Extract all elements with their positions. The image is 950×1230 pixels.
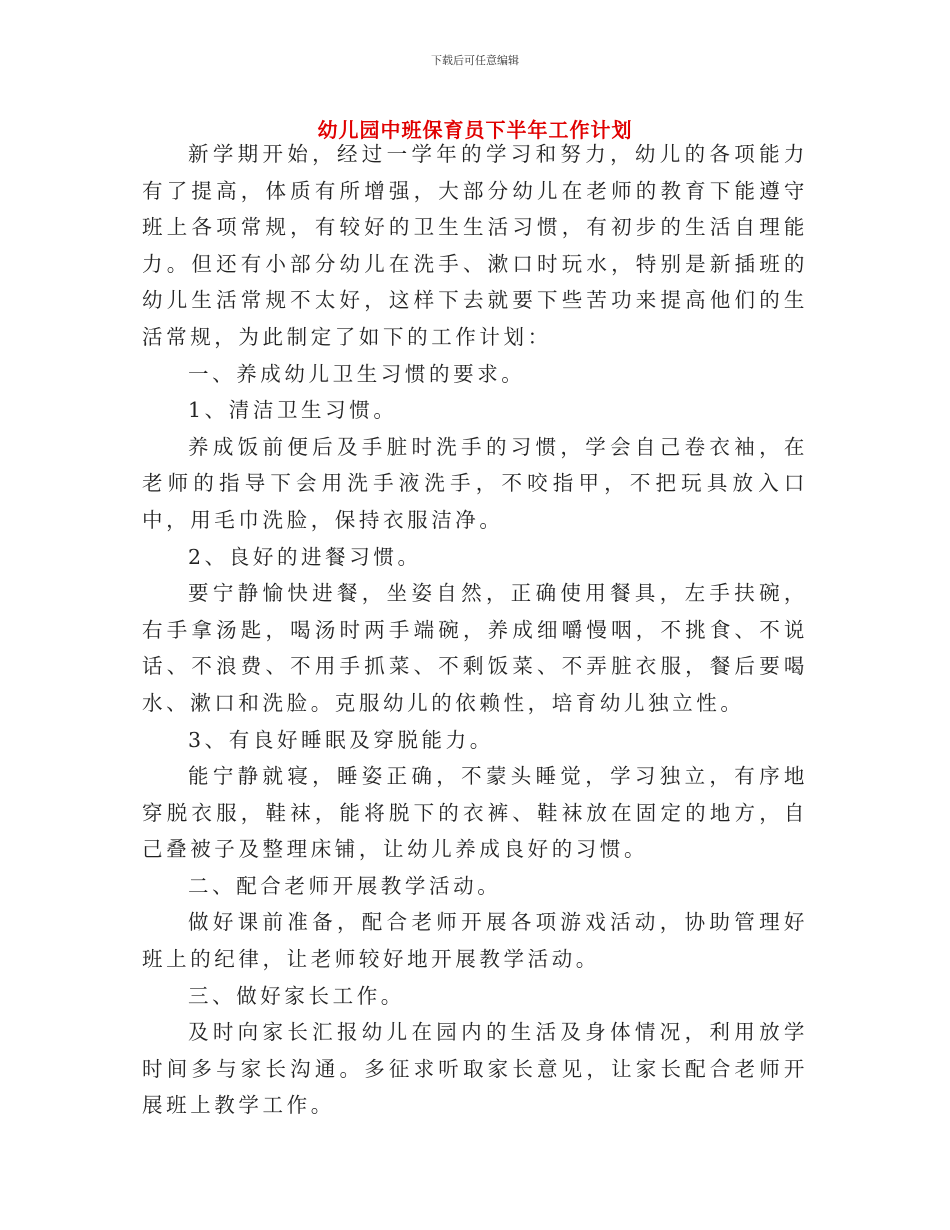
section-heading-parents: 三、做好家长工作。 xyxy=(188,983,405,1008)
paragraph-dining: 要宁静愉快进餐，坐姿自然，正确使用餐具，左手扶碗，右手拿汤匙，喝汤时两手端碗，养成细嚼慢咽，不挑食、不说话、不浪费、不用手抓菜、不剩饭菜、不弄脏衣服，餐后要喝水、漱口和洗脸。克服幼儿的依赖性，培育幼儿独立性。 xyxy=(142,581,808,715)
document-body xyxy=(142,136,808,1124)
paragraph-sleep: 能宁静就寝，睡姿正确，不蒙头睡觉，学习独立，有序地穿脱衣服，鞋袜，能将脱下的衣裤、鞋袜放在固定的地方，自己叠被子及整理床铺，让幼儿养成良好的习惯。 xyxy=(142,764,808,862)
section-heading-teaching: 二、配合老师开展教学活动。 xyxy=(188,873,502,898)
document-title: 幼儿园中班保育员下半年工作计划 xyxy=(317,118,633,142)
paragraph-cleanliness: 养成饭前便后及手脏时洗手的习惯，学会自己卷衣袖，在老师的指导下会用洗手液洗手，不咬指甲，不把玩具放入口中，用毛巾洗脸，保持衣服洁净。 xyxy=(142,434,808,532)
paragraph-teaching: 做好课前准备，配合老师开展各项游戏活动，协助管理好班上的纪律，让老师较好地开展教学活动。 xyxy=(142,910,808,972)
paragraph-intro: 新学期开始，经过一学年的学习和努力，幼儿的各项能力有了提高，体质有所增强，大部分幼儿在老师的教育下能遵守班上各项常规，有较好的卫生生活习惯，有初步的生活自理能力。但还有小部分幼儿在洗手、漱口时玩水，特别是新插班的幼儿生活常规不太好，这样下去就要下些苦功来提高他们的生活常规，为此制定了如下的工作计划： xyxy=(142,142,808,349)
paragraph-parents: 及时向家长汇报幼儿在园内的生活及身体情况，利用放学时间多与家长沟通。多征求听取家长意见，让家长配合老师开展班上教学工作。 xyxy=(142,1020,808,1118)
page-header: 下载后可任意编辑 xyxy=(431,54,519,67)
subheading-dining: 2、良好的进餐习惯。 xyxy=(188,544,422,569)
section-heading-hygiene: 一、养成幼儿卫生习惯的要求。 xyxy=(188,361,526,386)
subheading-sleep: 3、有良好睡眠及穿脱能力。 xyxy=(188,727,494,752)
subheading-cleanliness: 1、清洁卫生习惯。 xyxy=(188,398,398,423)
